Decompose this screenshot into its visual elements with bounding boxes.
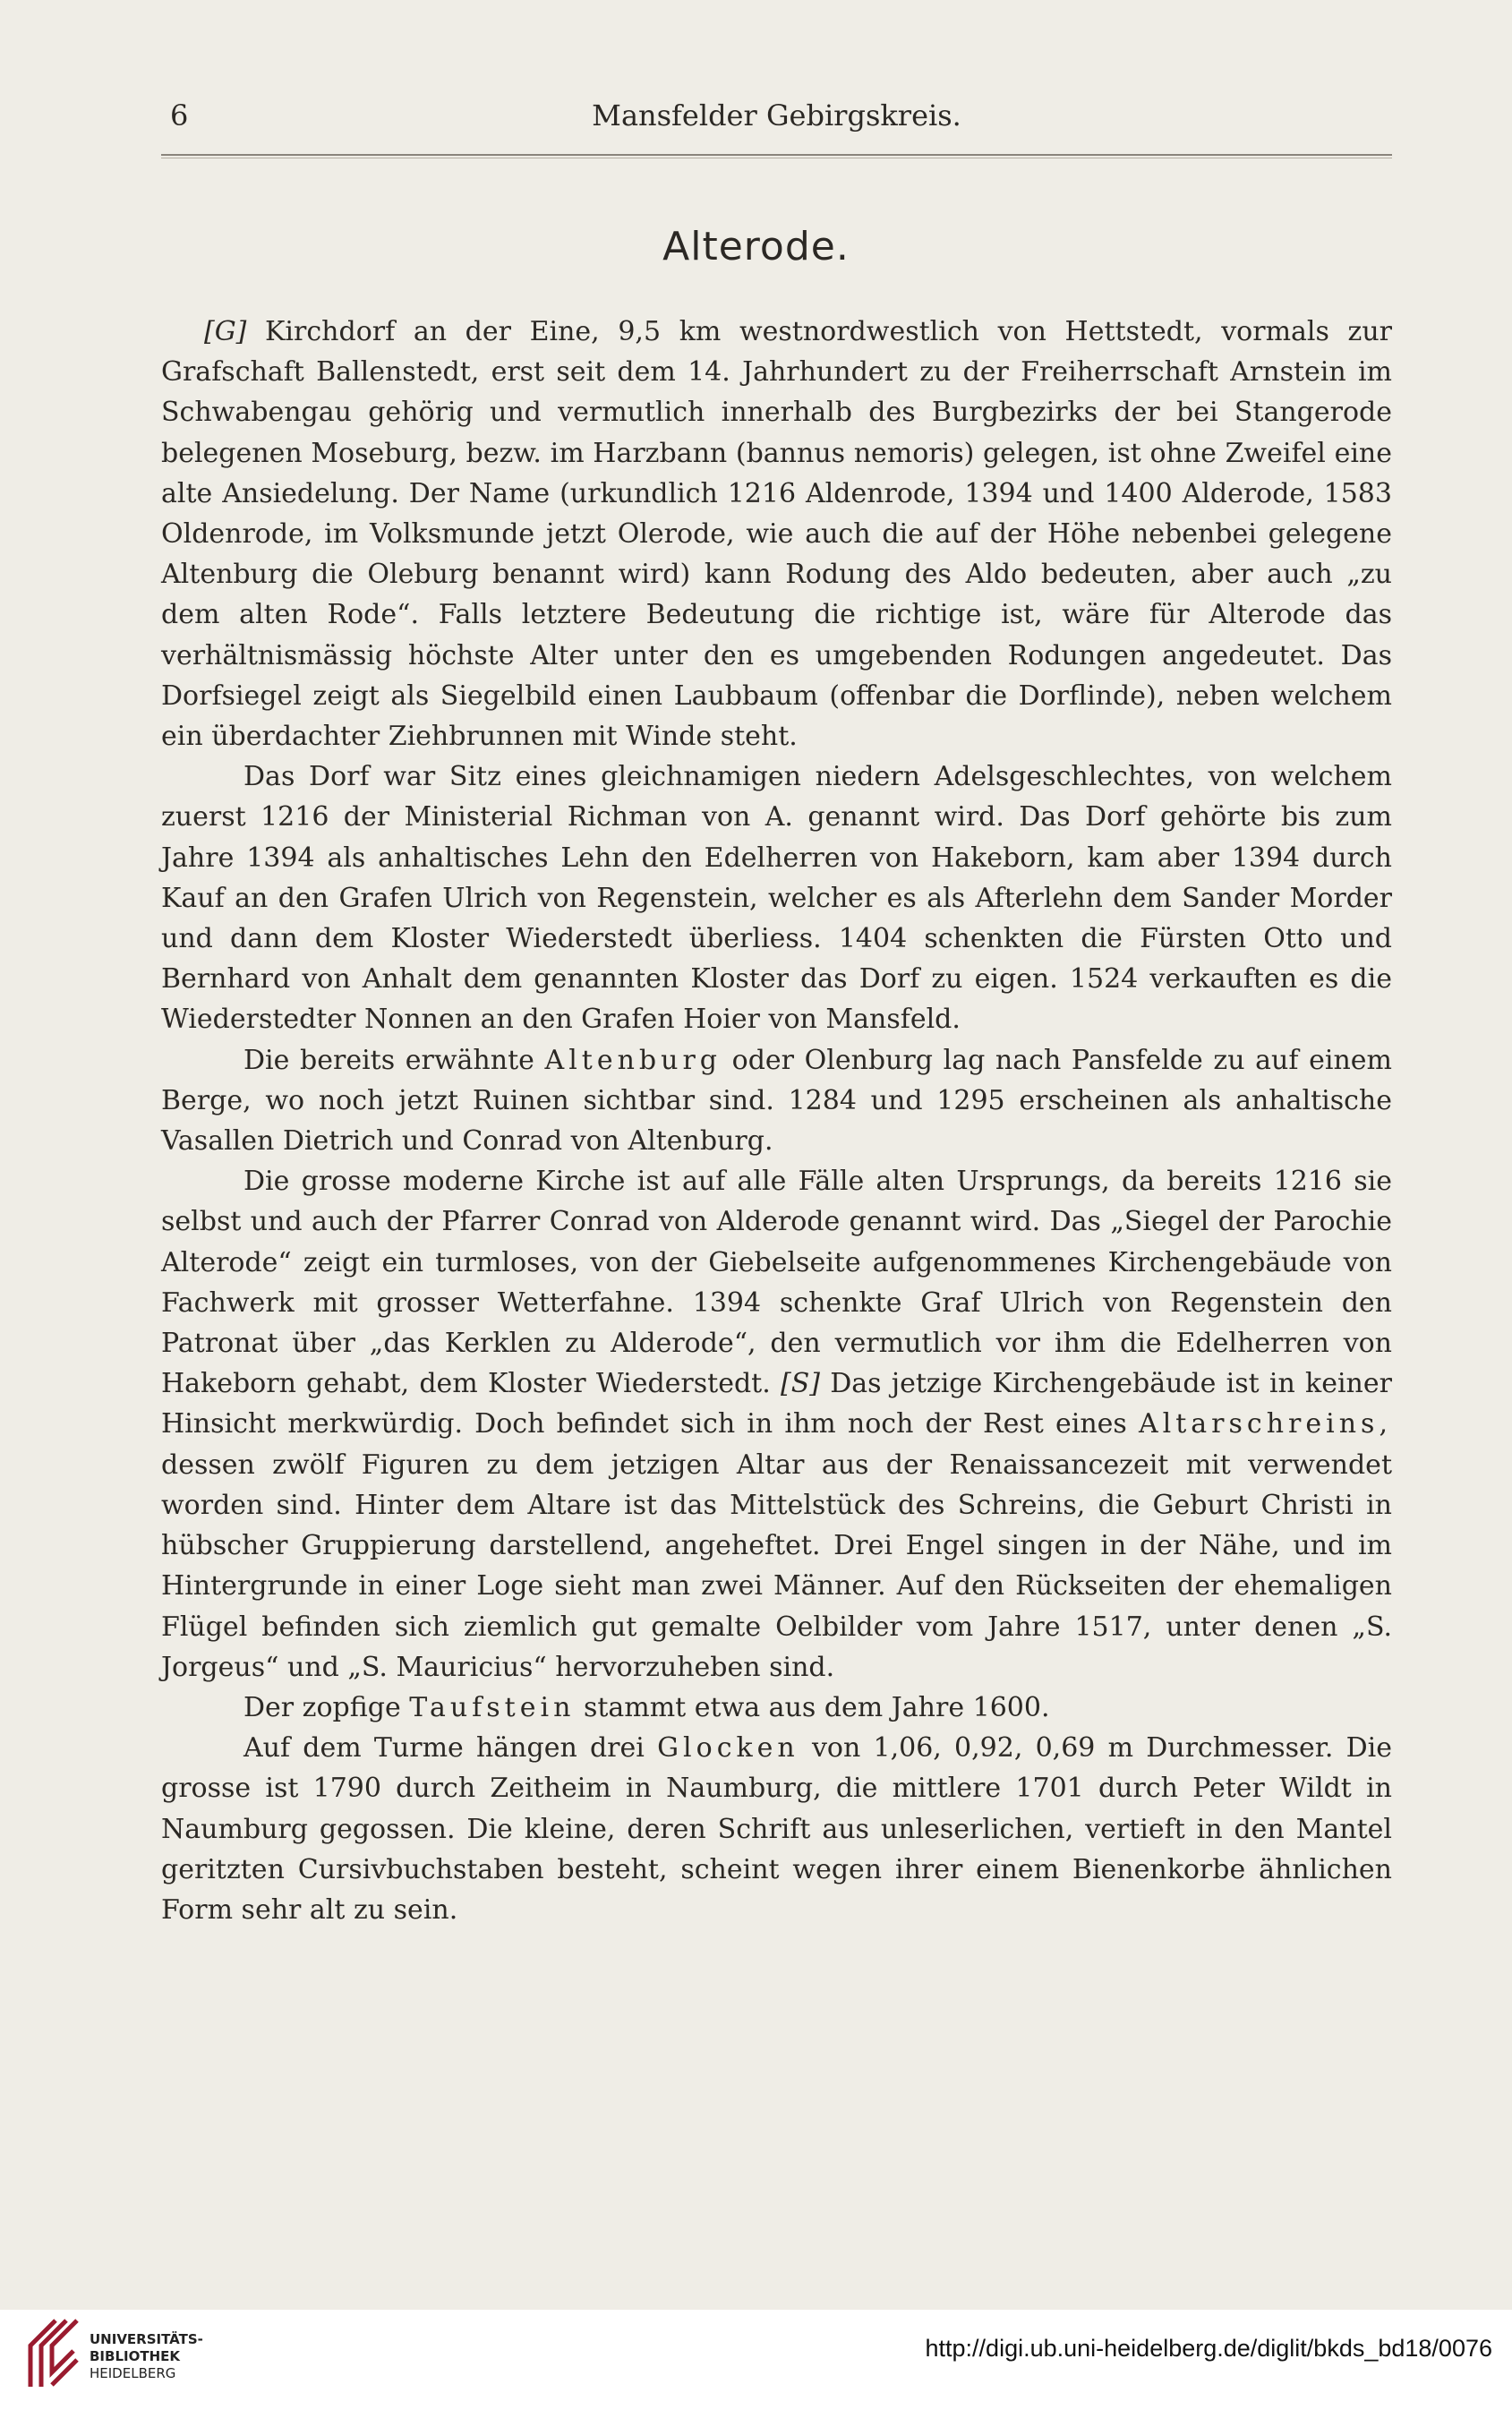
paragraph-text: oder Olenburg lag nach Pansfelde zu auf einem Berge, wo noch jetzt Ruinen sichtbar sind. 1284 und 1295 erscheinen als anhaltische Vasallen Dietrich und Conrad von Altenburg. (161, 1044, 1392, 1158)
source-marker: [G] (204, 316, 247, 347)
paragraph-6 (161, 1728, 1392, 1930)
paragraph-text: Der zopfige (243, 1691, 401, 1723)
digitization-footer (0, 2310, 1512, 2410)
page-number: 6 (170, 98, 189, 132)
library-name-line: HEIDELBERG (90, 2365, 176, 2381)
running-head (161, 98, 1392, 152)
spaced-term: Altarschreins, (1138, 1408, 1392, 1440)
spaced-term: Altenburg (544, 1044, 722, 1076)
paragraph-text: Die grosse moderne Kirche ist auf alle Fälle alten Ursprungs, da bereits 1216 sie selbst und auch der Pfarrer Conrad von Alderode genannt wird. Das „Siegel der Parochie Alterode“ zeigt ein turmloses, von der Giebelseite aufgenommenes Kirchengebäude von Fachwerk mit grosser Wetterfahne. 1394 schenkte Graf Ulrich von Regenstein den Patronat über „das Kerklen zu Alderode“, den vermutlich vor ihm die Edelherren von Hakeborn gehabt, dem Kloster Wiederstedt. (161, 1166, 1392, 1400)
spaced-term: Taufstein (409, 1691, 576, 1723)
paragraph-text: von 1,06, 0,92, 0,69 m Durchmesser. Die grosse ist 1790 durch Zeitheim in Naumburg, die mittlere 1701 durch Peter Wildt in Naumburg gegossen. Die kleine, deren Schrift aus unleserlichen, vertieft in den Mantel geritzten Cursivbuchstaben besteht, scheint wegen ihrer einem Bienenkorbe ähnlichen Form sehr alt zu sein. (161, 1732, 1392, 1926)
library-name (90, 2331, 203, 2382)
paragraph-1 (161, 312, 1392, 756)
paragraph-4 (161, 1161, 1392, 1688)
running-title: Mansfelder Gebirgskreis. (592, 98, 961, 132)
article-title: Alterode. (662, 224, 850, 269)
permalink-url[interactable]: http://digi.ub.uni-heidelberg.de/diglit/bkds_bd18/0076 (925, 2335, 1492, 2362)
paragraph-text: dessen zwölf Figuren zu dem jetzigen Altar aus der Renaissancezeit mit verwendet worden sind. Hinter dem Altare ist das Mittelstück des Schreins, die Geburt Christi in hübscher Gruppierung darstellend, angeheftet. Drei Engel singen in der Nähe, und im Hintergrunde in einer Loge sieht man zwei Männer. Auf den Rückseiten der ehemaligen Flügel befinden sich ziemlich gut gemalte Oelbilder vom Jahre 1517, unter denen „S. Jorgeus“ und „S. Mauricius“ hervorzuheben sind. (161, 1449, 1392, 1683)
library-name-line: UNIVERSITÄTS- (90, 2331, 203, 2347)
source-marker: [S] (781, 1368, 820, 1400)
paragraph-5 (161, 1688, 1392, 1728)
spaced-term: Glocken (657, 1732, 799, 1765)
paragraph-text: Kirchdorf an der Eine, 9,5 km westnordwestlich von Hettstedt, vormals zur Grafschaft Ballenstedt, erst seit dem 14. Jahrhundert zu der Freiherrschaft Arnstein im Schwabengau gehörig und vermutlich innerhalb des Burgbezirks der bei Stangerode belegenen Moseburg, bezw. im Harzbann (bannus nemoris) gelegen, ist ohne Zweifel eine alte Ansiedelung. Der Name (urkundlich 1216 Aldenrode, 1394 und 1400 Alderode, 1583 Oldenrode, im Volksmunde jetzt Olerode, wie auch die auf der Höhe nebenbei gelegene Altenburg die Oleburg benannt wird) kann Rodung des Aldo bedeuten, aber auch „zu dem alten Rode“. Falls letztere Bedeutung die richtige ist, wäre für Alterode das verhältnismässig höchste Alter unter den es umgebenden Rodungen angedeutet. Das Dorfsiegel zeigt als Siegelbild einen Laubbaum (offenbar die Dorflinde), neben welchem ein überdachter Ziehbrunnen mit Winde steht. (161, 316, 1392, 753)
paragraph-text: stammt etwa aus dem Jahre 1600. (583, 1691, 1050, 1723)
ub-heidelberg-logo-icon (20, 2315, 82, 2392)
article-body (161, 312, 1392, 1930)
paragraph-2: Das Dorf war Sitz eines gleichnamigen niedern Adelsgeschlechtes, von welchem zuerst 1216 der Ministerial Richman von A. genannt wird. Das Dorf gehörte bis zum Jahre 1394 als anhaltisches Lehn den Edelherren von Hakeborn, kam aber 1394 durch Kauf an den Grafen Ulrich von Regenstein, welcher es als Afterlehn dem Sander Morder und dann dem Kloster Wiederstedt überliess. 1404 schenkten die Fürsten Otto und Bernhard von Anhalt dem genannten Kloster das Dorf zu eigen. 1524 verkauften es die Wiederstedter Nonnen an den Grafen Hoier von Mansfeld. (161, 761, 1392, 1036)
paragraph-3 (161, 1040, 1392, 1162)
paragraph-text: Die bereits erwähnte (243, 1044, 534, 1076)
paragraph-text: Das jetzige Kirchengebäude ist in keiner Hinsicht merkwürdig. Doch befindet sich in ihm noch der Rest eines (161, 1368, 1392, 1440)
paragraph-text: Auf dem Turme hängen drei (243, 1732, 645, 1765)
header-rule (161, 154, 1392, 156)
library-name-line: BIBLIOTHEK (90, 2348, 180, 2364)
